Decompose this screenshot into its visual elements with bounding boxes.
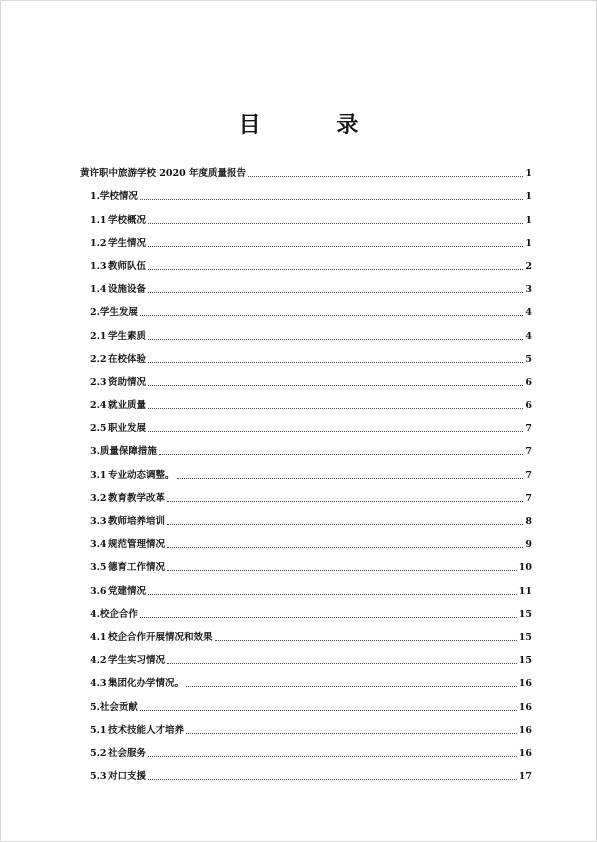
toc-entry-number: 3.4 <box>90 539 107 551</box>
toc-entry-number: 5.2 <box>90 747 107 759</box>
toc-entry-text: 职业发展 <box>108 423 147 435</box>
toc-entry-page-number: 8 <box>525 516 532 527</box>
toc-entry-page-number: 1 <box>525 191 532 203</box>
toc-dot-leader <box>215 639 517 641</box>
toc-entry[interactable] <box>80 505 532 528</box>
toc-entry-label <box>90 586 146 598</box>
toc-entry-label <box>90 702 138 714</box>
toc-entry-number: 2.4 <box>90 400 107 412</box>
toc-dot-leader <box>148 222 523 224</box>
toc-entry-number: 4.1 <box>90 631 107 643</box>
toc-entry[interactable] <box>80 157 532 180</box>
toc-entry[interactable] <box>80 760 532 783</box>
toc-entry-number: 3.1 <box>90 469 107 481</box>
toc-entry-page-number: 4 <box>525 307 532 319</box>
toc-entry-text: 规范管理情况 <box>108 539 166 551</box>
toc-entry-text: 德育工作情况 <box>108 562 166 574</box>
toc-dot-leader <box>148 384 523 386</box>
toc-entry-label <box>90 261 146 273</box>
toc-entry-label <box>90 400 146 412</box>
toc-dot-leader <box>148 593 517 595</box>
toc-entry-label <box>90 562 165 574</box>
toc-entry-page-number: 7 <box>525 423 532 435</box>
toc-dot-leader <box>167 546 523 548</box>
toc-entry[interactable] <box>80 180 532 203</box>
toc-dot-leader <box>148 268 523 270</box>
toc-entry-text: 设施设备 <box>108 284 147 296</box>
toc-entry-label <box>90 678 184 690</box>
toc-entry-text: 学校概况 <box>108 214 147 226</box>
toc-entry-label <box>90 238 146 250</box>
toc-entry-label <box>90 539 165 551</box>
toc-entry-page-number: 1 <box>525 237 532 249</box>
toc-dot-leader <box>148 245 523 247</box>
toc-entry-number: 5.1 <box>90 724 107 736</box>
toc-entry[interactable] <box>80 250 532 273</box>
toc-entry-page-number: 6 <box>525 376 532 388</box>
toc-entry-text: 黄许职中旅游学校 2020 年度质量报告 <box>80 168 247 180</box>
toc-entry-page-number: 16 <box>518 747 532 759</box>
toc-dot-leader <box>148 407 523 409</box>
toc-entry-page-number: 7 <box>525 469 532 481</box>
toc-entry[interactable] <box>80 343 532 366</box>
toc-entry-number: 3.2 <box>90 492 107 504</box>
toc-entry-text: 1.学校情况 <box>90 191 138 203</box>
toc-entry[interactable] <box>80 273 532 296</box>
toc-entry-label <box>90 493 165 505</box>
toc-dot-leader <box>148 291 523 293</box>
toc-entry-number: 4.2 <box>90 655 107 667</box>
toc-entry-text: 教育教学改革 <box>108 492 166 504</box>
toc-entry[interactable] <box>80 598 532 621</box>
toc-entry-text: 资助情况 <box>108 376 147 388</box>
toc-entry-label <box>90 331 146 343</box>
toc-entry-number: 1.1 <box>90 214 107 226</box>
toc-entry[interactable] <box>80 621 532 644</box>
toc-entry[interactable] <box>80 389 532 412</box>
toc-entry-label <box>90 215 146 227</box>
toc-entry-page-number: 10 <box>518 562 532 574</box>
toc-entry-text: 4.校企合作 <box>90 608 138 620</box>
toc-dot-leader <box>148 338 523 340</box>
toc-entry-number: 5.3 <box>90 771 107 783</box>
toc-entry-page-number: 1 <box>525 168 532 180</box>
toc-entry-page-number: 2 <box>525 260 532 272</box>
toc-entry[interactable] <box>80 435 532 458</box>
toc-dot-leader <box>177 477 524 479</box>
toc-entry[interactable] <box>80 574 532 597</box>
toc-dot-leader <box>167 662 517 664</box>
toc-entry[interactable] <box>80 667 532 690</box>
toc-entry-label <box>90 609 138 621</box>
toc-entry-text: 5.社会贡献 <box>90 701 138 713</box>
page-title: 目 录 <box>238 112 393 138</box>
toc-entry-label <box>90 655 165 667</box>
toc-dot-leader <box>140 709 517 711</box>
toc-entry-page-number: 9 <box>525 539 532 551</box>
toc-entry-text: 学生素质 <box>108 330 147 342</box>
toc-entry-page-number: 6 <box>525 400 532 412</box>
toc-entry-page-number: 16 <box>518 724 532 736</box>
toc-dot-leader <box>140 616 517 618</box>
toc-entry-number: 1.4 <box>90 284 107 296</box>
toc-entry[interactable] <box>80 203 532 226</box>
table-of-contents <box>80 157 532 783</box>
toc-entry-label <box>90 470 175 482</box>
toc-entry-number: 2.2 <box>90 353 107 365</box>
toc-entry-label <box>90 725 184 737</box>
toc-entry-page-number: 7 <box>525 492 532 504</box>
toc-entry-label <box>90 632 213 644</box>
toc-entry-page-number: 7 <box>525 446 532 458</box>
toc-entry-label <box>90 423 146 435</box>
toc-entry-label <box>80 168 246 180</box>
toc-entry-text: 3.质量保障措施 <box>90 446 157 458</box>
toc-entry-label <box>90 191 138 203</box>
toc-entry-number: 2.3 <box>90 376 107 388</box>
toc-entry-text: 教师队伍 <box>108 260 147 272</box>
toc-entry-number: 1.3 <box>90 260 107 272</box>
toc-entry-text: 教师培养培训 <box>108 516 166 527</box>
toc-dot-leader <box>140 314 523 316</box>
toc-dot-leader <box>148 361 523 363</box>
toc-dot-leader <box>167 500 523 502</box>
toc-dot-leader <box>167 569 517 571</box>
toc-dot-leader <box>167 523 523 525</box>
toc-entry-number: 4.3 <box>90 678 107 690</box>
toc-entry-label <box>90 377 146 389</box>
toc-entry-page-number: 1 <box>525 214 532 226</box>
toc-entry-page-number: 5 <box>525 353 532 365</box>
toc-dot-leader <box>186 685 517 687</box>
toc-entry-label <box>90 748 146 760</box>
toc-entry-label <box>90 771 146 783</box>
toc-dot-leader <box>148 778 517 780</box>
toc-entry-text: 2.学生发展 <box>90 307 138 319</box>
toc-dot-leader <box>140 198 523 200</box>
toc-dot-leader <box>248 175 523 177</box>
toc-entry-text: 专业动态调整。 <box>108 469 175 481</box>
toc-entry-label <box>90 516 165 528</box>
toc-entry-page-number: 11 <box>518 585 532 597</box>
toc-entry[interactable] <box>80 737 532 760</box>
toc-entry[interactable] <box>80 227 532 250</box>
toc-entry-text: 党建情况 <box>108 585 147 597</box>
toc-dot-leader <box>186 732 517 734</box>
toc-entry-label <box>90 446 157 458</box>
toc-entry-number: 2.5 <box>90 423 107 435</box>
toc-entry-page-number: 16 <box>518 701 532 713</box>
toc-entry[interactable] <box>80 319 532 342</box>
toc-entry-text: 在校体验 <box>108 353 147 365</box>
toc-entry-page-number: 15 <box>518 608 532 620</box>
toc-dot-leader <box>148 430 523 432</box>
toc-entry-text: 学生实习情况 <box>108 655 166 667</box>
toc-entry[interactable] <box>80 690 532 713</box>
toc-entry[interactable] <box>80 458 532 481</box>
toc-entry-page-number: 15 <box>518 631 532 643</box>
toc-entry-text: 校企合作开展情况和效果 <box>108 631 213 643</box>
toc-entry[interactable] <box>80 714 532 737</box>
toc-entry-number: 2.1 <box>90 330 107 342</box>
toc-entry-number: 3.6 <box>90 585 107 597</box>
toc-entry-text: 集团化办学情况。 <box>108 678 185 690</box>
toc-dot-leader <box>159 453 523 455</box>
toc-entry-text: 社会服务 <box>108 747 147 759</box>
toc-entry-page-number: 4 <box>525 330 532 342</box>
toc-entry-page-number: 16 <box>518 678 532 690</box>
toc-dot-leader <box>148 755 517 757</box>
toc-entry-label <box>90 354 146 366</box>
toc-entry-text: 技术技能人才培养 <box>108 724 185 736</box>
toc-entry-text: 就业质量 <box>108 400 147 412</box>
toc-entry[interactable] <box>80 366 532 389</box>
toc-entry[interactable] <box>80 528 532 551</box>
toc-entry-page-number: 3 <box>525 284 532 296</box>
toc-entry[interactable] <box>80 296 532 319</box>
toc-entry-number: 3.3 <box>90 516 107 527</box>
toc-entry-label <box>90 284 146 296</box>
toc-entry[interactable] <box>80 482 532 505</box>
toc-entry-text: 学生情况 <box>108 237 147 249</box>
toc-entry-page-number: 15 <box>518 655 532 667</box>
toc-entry-number: 1.2 <box>90 237 107 249</box>
toc-entry-page-number: 17 <box>518 771 532 783</box>
toc-entry-label <box>90 307 138 319</box>
toc-entry-number: 3.5 <box>90 562 107 574</box>
toc-entry[interactable] <box>80 644 532 667</box>
toc-entry-text: 对口支援 <box>108 771 147 783</box>
toc-entry[interactable] <box>80 551 532 574</box>
toc-entry[interactable] <box>80 412 532 435</box>
